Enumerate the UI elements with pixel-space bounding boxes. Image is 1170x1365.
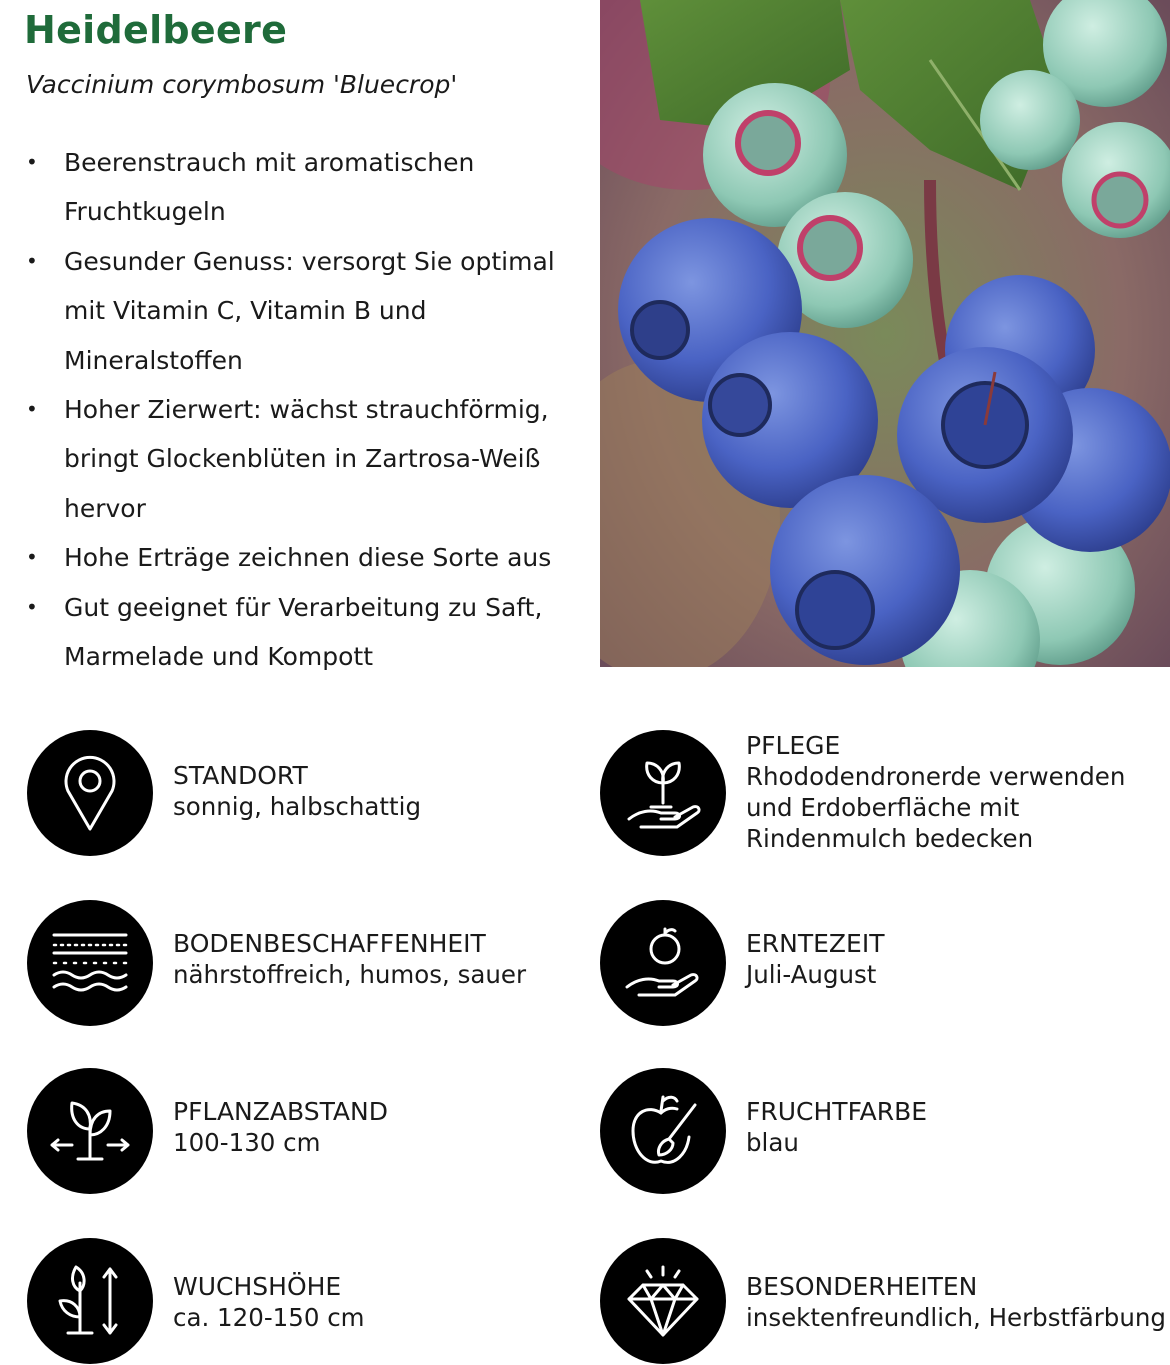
feature-pflanzabstand <box>27 1068 547 1198</box>
seedling-hand-icon <box>600 730 726 856</box>
feature-text <box>746 1096 927 1158</box>
feature-text <box>173 1096 388 1158</box>
apple-brush-icon <box>600 1068 726 1194</box>
feature-fruchtfarbe <box>600 1068 1170 1198</box>
feature-besonderheiten <box>600 1238 1170 1364</box>
feature-label: PFLEGE <box>746 731 841 760</box>
feature-standort <box>27 730 547 860</box>
product-title: Heidelbeere <box>24 8 288 52</box>
bullet-symbol: • <box>26 545 38 570</box>
feature-text <box>746 928 885 990</box>
blueberry-photo <box>600 0 1170 667</box>
feature-bodenbeschaffenheit <box>27 900 547 1030</box>
bullet-text: Gut geeignet für Verarbeitung zu Saft, Marmelade und Kompott <box>64 592 543 672</box>
feature-value: blau <box>746 1128 799 1157</box>
bullet-item <box>22 583 582 682</box>
bullet-item <box>22 138 582 237</box>
feature-text <box>746 1271 1166 1333</box>
feature-value: insektenfreundlich, Herbstfärbung <box>746 1303 1166 1332</box>
feature-text <box>173 928 526 990</box>
botanical-name: Vaccinium corymbosum 'Bluecrop' <box>26 70 458 99</box>
feature-label: BESONDERHEITEN <box>746 1272 978 1301</box>
feature-text <box>173 1271 365 1333</box>
feature-text <box>746 730 1166 854</box>
fruit-hand-icon <box>600 900 726 1026</box>
feature-text <box>173 760 421 822</box>
bullet-item <box>22 237 582 385</box>
bullet-text: Hoher Zierwert: wächst strauchförmig, bringt Glockenblüten in Zartrosa-Weiß hervor <box>64 395 549 523</box>
feature-value: nährstoffreich, humos, sauer <box>173 960 527 989</box>
bullet-text: Beerenstrauch mit aromatischen Fruchtkugeln <box>64 148 475 227</box>
bullet-item <box>22 385 582 533</box>
soil-layers-icon <box>27 900 153 1026</box>
bullet-symbol: • <box>26 397 38 422</box>
bullet-item <box>22 533 582 582</box>
diamond-icon <box>600 1238 726 1364</box>
bullet-symbol: • <box>26 594 38 619</box>
feature-label: ERNTEZEIT <box>746 929 885 958</box>
feature-bullet-list <box>22 138 582 681</box>
plant-height-icon <box>27 1238 153 1364</box>
bullet-symbol: • <box>26 248 38 273</box>
bullet-text: Gesunder Genuss: versorgt Sie optimal mit Vitamin C, Vitamin B und Mineralstoffen <box>64 246 555 375</box>
feature-value: 100-130 cm <box>173 1128 321 1157</box>
feature-label: FRUCHTFARBE <box>746 1097 928 1126</box>
feature-value: ca. 120-150 cm <box>173 1303 365 1332</box>
bullet-text: Hohe Erträge zeichnen diese Sorte aus <box>64 543 552 573</box>
feature-value: Rhododendronerde verwenden und Erdoberfläche mit Rindenmulch bedecken <box>746 762 1126 853</box>
plant-spacing-icon <box>27 1068 153 1194</box>
feature-pflege <box>600 730 1170 860</box>
feature-label: BODENBESCHAFFENHEIT <box>173 929 486 958</box>
feature-value: sonnig, halbschattig <box>173 792 421 821</box>
feature-value: Juli-August <box>746 960 877 989</box>
feature-wuchshoehe <box>27 1238 547 1364</box>
feature-label: WUCHSHÖHE <box>173 1272 342 1301</box>
location-pin-icon <box>27 730 153 856</box>
feature-erntezeit <box>600 900 1170 1030</box>
feature-label: STANDORT <box>173 761 308 790</box>
bullet-symbol: • <box>26 150 38 174</box>
feature-label: PFLANZABSTAND <box>173 1097 388 1126</box>
